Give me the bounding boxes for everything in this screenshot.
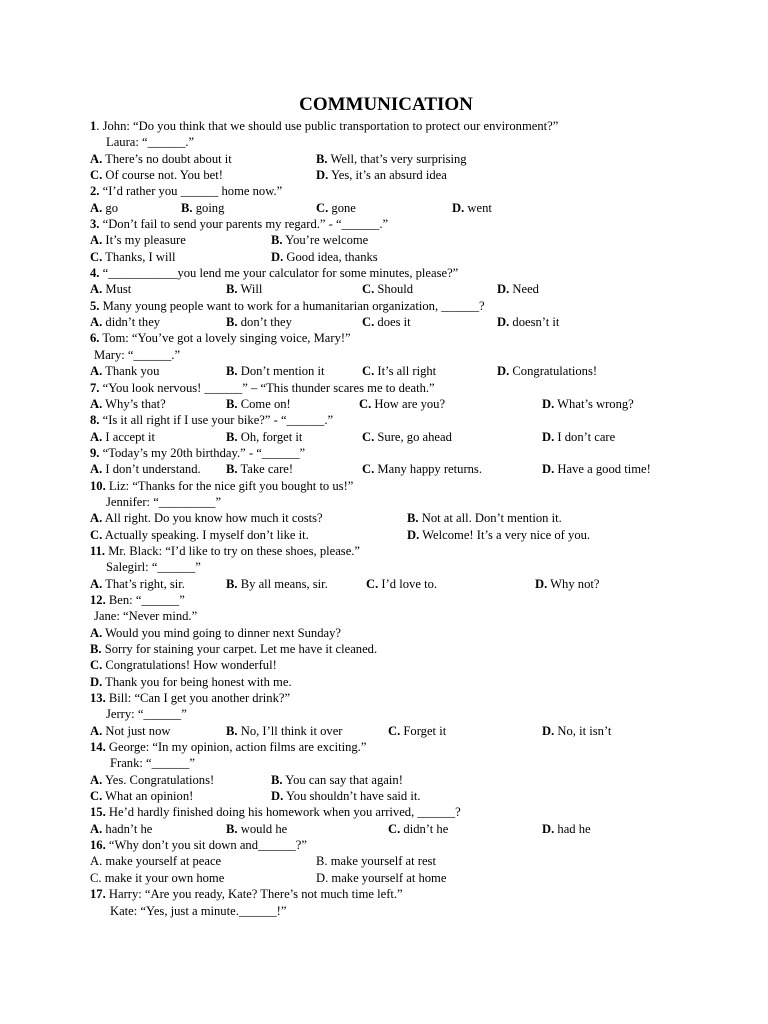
option-d: D. make yourself at home xyxy=(316,870,447,885)
options-row xyxy=(90,870,730,886)
options-row xyxy=(90,396,730,412)
page-title: COMMUNICATION xyxy=(299,94,473,115)
worksheet xyxy=(90,92,730,919)
option-b: B. No, I’ll think it over xyxy=(226,723,343,738)
question-2: 2. “I’d rather you ______ home now.” xyxy=(90,184,283,199)
question-16: 16. “Why don’t you sit down and______?” xyxy=(90,838,307,853)
question-15: 15. He’d hardly finished doing his homework when you arrived, ______? xyxy=(90,805,461,820)
question-1 xyxy=(90,118,730,134)
reply-line: Kate: “Yes, just a minute.______!” xyxy=(110,903,287,918)
option-a: A. make yourself at peace xyxy=(90,854,222,869)
option-d: D. had he xyxy=(542,821,591,836)
question-7: 7. “You look nervous! ______” – “This thunder scares me to death.” xyxy=(90,380,435,395)
options-row xyxy=(90,527,730,543)
option-d: D. Thank you for being honest with me. xyxy=(90,674,292,689)
option-a: A. I don’t understand. xyxy=(90,462,201,477)
option-b: B. You’re welcome xyxy=(271,233,369,248)
option-a: A. Thank you xyxy=(90,364,160,379)
option-b: B. By all means, sir. xyxy=(226,576,328,591)
options-row xyxy=(90,821,730,837)
options-row xyxy=(90,200,730,216)
option-c: C. Forget it xyxy=(388,723,447,738)
reply-line: Frank: “______” xyxy=(110,756,195,771)
option-a: A. Yes. Congratulations! xyxy=(90,772,215,787)
option-d: D. Why not? xyxy=(535,576,600,591)
question-10: 10. Liz: “Thanks for the nice gift you bought to us!” xyxy=(90,478,354,493)
question-11: 11. Mr. Black: “I’d like to try on these shoes, please.” xyxy=(90,543,361,558)
option-b: B. Come on! xyxy=(226,396,291,411)
options-row xyxy=(90,314,730,330)
option-c: C. Should xyxy=(362,282,414,297)
options-row xyxy=(90,853,730,869)
question-13: 13. Bill: “Can I get you another drink?” xyxy=(90,691,291,706)
option-d: D. went xyxy=(452,200,492,215)
option-b: B. don’t they xyxy=(226,315,292,330)
options-row xyxy=(90,151,730,167)
option-c: C. I’d love to. xyxy=(366,576,438,591)
question-stem: . John: “Do you think that we should use public transportation to protect our environment?” xyxy=(96,119,559,133)
option-a: A. I accept it xyxy=(90,429,156,444)
option-b: B. make yourself at rest xyxy=(316,854,436,869)
question-14: 14. George: “In my opinion, action films are exciting.” xyxy=(90,740,367,755)
options-row xyxy=(90,232,730,248)
option-c: C. What an opinion! xyxy=(90,789,194,804)
question-4: 4. “___________you lend me your calculator for some minutes, please?” xyxy=(90,266,459,281)
options-row xyxy=(90,429,730,445)
options-row xyxy=(90,249,730,265)
option-c: C. Many happy returns. xyxy=(362,462,482,477)
option-d: D. I don’t care xyxy=(542,429,616,444)
option-c: C. make it your own home xyxy=(90,870,225,885)
option-a: A. All right. Do you know how much it costs? xyxy=(90,511,323,526)
question-9: 9. “Today’s my 20th birthday.” - “______” xyxy=(90,445,306,460)
option-a: A. It’s my pleasure xyxy=(90,233,186,248)
question-17: 17. Harry: “Are you ready, Kate? There’s not much time left.” xyxy=(90,887,403,902)
options-row xyxy=(90,788,730,804)
option-c: C. Sure, go ahead xyxy=(362,429,452,444)
option-d: D. No, it isn’t xyxy=(542,723,612,738)
option-b: B. Oh, forget it xyxy=(226,429,303,444)
option-d: D. Good idea, thanks xyxy=(271,249,378,264)
option-d: D. Have a good time! xyxy=(542,462,651,477)
option-c: C. Congratulations! How wonderful! xyxy=(90,658,277,673)
option-c: C. It’s all right xyxy=(362,364,437,379)
options-row xyxy=(90,576,730,592)
option-b: B. You can say that again! xyxy=(271,772,403,787)
option-b: B. Don’t mention it xyxy=(226,364,325,379)
options-row xyxy=(90,363,730,379)
option-b: B. Not at all. Don’t mention it. xyxy=(407,511,562,526)
options-row xyxy=(90,510,730,526)
options-row xyxy=(90,772,730,788)
option-b: B. Take care! xyxy=(226,462,294,477)
option-c: C. does it xyxy=(362,315,411,330)
option-c: C. gone xyxy=(316,200,356,215)
option-d: D. Congratulations! xyxy=(497,364,598,379)
reply-line: Salegirl: “______” xyxy=(106,560,201,575)
option-a: A. hadn’t he xyxy=(90,821,153,836)
option-d: D. What’s wrong? xyxy=(542,396,634,411)
options-row xyxy=(90,167,730,183)
question-5: 5. Many young people want to work for a humanitarian organization, ______? xyxy=(90,298,485,313)
question-6: 6. Tom: “You’ve got a lovely singing voice, Mary!” xyxy=(90,331,351,346)
option-a: A. Not just now xyxy=(90,723,171,738)
options-row xyxy=(90,723,730,739)
option-a: A. Why’s that? xyxy=(90,396,166,411)
option-b: B. Will xyxy=(226,282,263,297)
option-b: B. Well, that’s very surprising xyxy=(316,151,467,166)
reply-line: Jerry: “______” xyxy=(106,707,187,722)
question-number: 1 xyxy=(90,119,97,133)
option-c: C. didn’t he xyxy=(388,821,449,836)
option-b: B. Sorry for staining your carpet. Let me have it cleaned. xyxy=(90,642,378,656)
reply-line: Jennifer: “_________” xyxy=(106,494,222,509)
option-b: B. would he xyxy=(226,821,288,836)
option-c: C. How are you? xyxy=(359,396,446,411)
option-b: B. going xyxy=(181,200,225,215)
reply-line: Jane: “Never mind.” xyxy=(94,609,198,624)
option-a: A. Would you mind going to dinner next Sunday? xyxy=(90,625,341,640)
option-c: C. Thanks, I will xyxy=(90,249,176,264)
option-a: A. Must xyxy=(90,282,132,297)
option-d: D. You shouldn’t have said it. xyxy=(271,789,421,804)
reply-line: Laura: “______.” xyxy=(106,135,195,150)
option-a: A. There’s no doubt about it xyxy=(90,151,232,166)
option-c: C. Actually speaking. I myself don’t like it. xyxy=(90,527,309,542)
option-d: D. Welcome! It’s a very nice of you. xyxy=(407,527,591,542)
option-d: D. doesn’t it xyxy=(497,315,560,330)
question-12: 12. Ben: “______” xyxy=(90,592,185,607)
option-a: A. go xyxy=(90,200,118,215)
option-d: D. Yes, it’s an absurd idea xyxy=(316,168,447,183)
option-a: A. didn’t they xyxy=(90,315,161,330)
question-3: 3. “Don’t fail to send your parents my regard.” - “______.” xyxy=(90,217,389,232)
reply-line: Mary: “______.” xyxy=(94,347,181,362)
option-a: A. That’s right, sir. xyxy=(90,576,185,591)
options-row xyxy=(90,461,730,477)
option-c: C. Of course not. You bet! xyxy=(90,168,223,183)
question-8: 8. “Is it all right if I use your bike?” - “______.” xyxy=(90,413,334,428)
option-d: D. Need xyxy=(497,282,539,297)
options-row xyxy=(90,281,730,297)
